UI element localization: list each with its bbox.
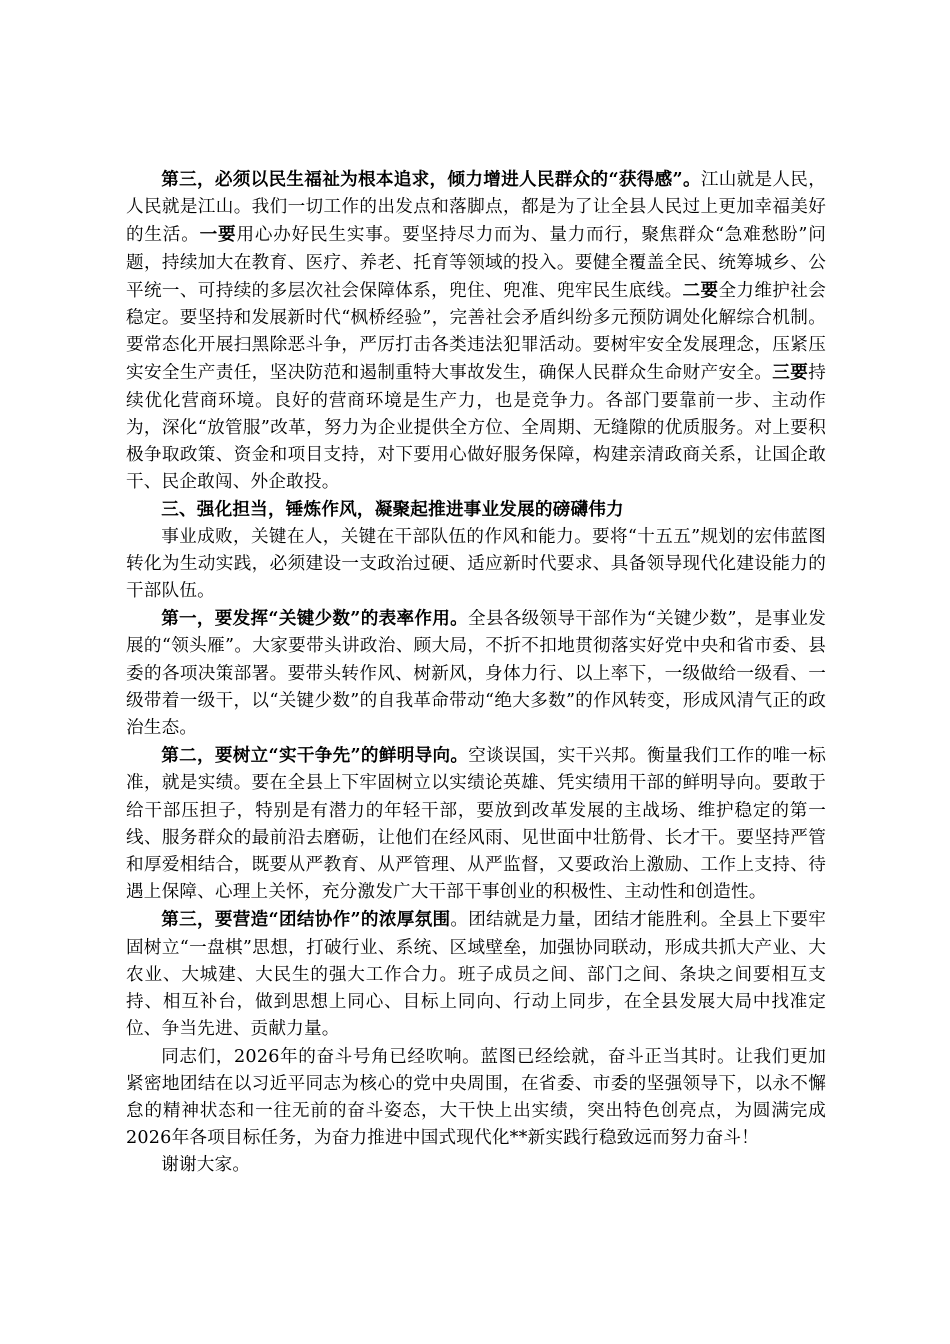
section-heading: 三、强化担当，锤炼作风，凝聚起推进事业发展的磅礴伟力 xyxy=(161,499,624,521)
body-text: 空谈误国，实干兴邦。衡量我们工作的唯一标准，就是实绩。要在全县上下牢固树立以实绩论英雄、凭实绩用干部的鲜明导向。要敢于给干部压担子，特别是有潜力的年轻干部，要放到改革发展的主战场、维护稳定的第一线、服务群众的最前沿去磨砺，让他们在经风雨、见世面中壮筋骨、长才干。要坚持严管和厚爱相结合，既要从严教育、从严管理、从严监督，又要政治上激励、工作上支持、待遇上保障、心理上关怀，充分激发广大干部干事创业的积极性、主动性和创造性。 xyxy=(126,746,826,903)
paragraph-lead: 第三，要营造“团结协作”的浓厚氛围 xyxy=(161,909,451,931)
emphasis-text: 三要 xyxy=(772,362,809,384)
body-text: 同志们，2026年的奋斗号角已经吹响。蓝图已经绘就，奋斗正当其时。让我们更加紧密地团结在以习近平同志为核心的党中央周围，在省委、市委的坚强领导下，以永不懈怠的精神状态和一往无前的奋斗姿态，大干快上出实绩，突出特色创亮点，为圆满完成2026年各项目标任务，为奋力推进中国式现代化**新实践行稳致远而努力奋斗！ xyxy=(126,1046,826,1149)
body-text: 持续优化营商环境。良好的营商环境是生产力，也是竞争力。各部门要靠前一步、主动作为，深化“放管服”改革，努力为企业提供全方位、全周期、无缝隙的优质服务。对上要积极争取政策、资金和项目支持，对下要用心做好服务保障，构建亲清政商关系，让国企敢干、民企敢闯、外企敢投。 xyxy=(126,363,826,493)
document-body xyxy=(126,166,826,1180)
paragraph-lead: 第三，必须以民生福祉为根本追求，倾力增进人民群众的“获得感”。 xyxy=(161,169,701,190)
body-text: 事业成败，关键在人，关键在干部队伍的作风和能力。要将“十五五”规划的宏伟蓝图转化为生动实践，必须建设一支政治过硬、适应新时代要求、具备领导现代化建设能力的干部队伍。 xyxy=(126,526,826,602)
body-text: 用心办好民生实事。要坚持尽力而为、量力而行，聚焦群众“急难愁盼”问题，持续加大在教育、医疗、养老、托育等领域的投入。要健全覆盖全民、统筹城乡、公平统一、可持续的多层次社会保障体系，兜住、兜准、兜牢民生底线。 xyxy=(126,225,826,301)
emphasis-text: 二要 xyxy=(682,279,719,301)
paragraph-lead: 第一，要发挥“关键少数”的表率作用。 xyxy=(161,608,468,630)
body-text: 全县各级领导干部作为“关键少数”，是事业发展的“领头雁”。大家要带头讲政治、顾大局，不折不扣地贯彻落实好党中央和省市委、县委的各项决策部署。要带头转作风、树新风，身体力行、以上率下，一级做给一级看、一级带着一级干，以“关键少数”的自我革命带动“绝大多数”的作风转变，形成风清气正的政治生态。 xyxy=(126,609,826,739)
body-text: 。团结就是力量，团结才能胜利。全县上下要牢固树立“一盘棋”思想，打破行业、系统、区域壁垒，加强协同联动，形成共抓大产业、大农业、大城建、大民生的强大工作合力。班子成员之间、部门之间、条块之间要相互支持、相互补台，做到思想上同心、目标上同向、行动上同步，在全县发展大局中找准定位、争当先进、贡献力量。 xyxy=(126,910,826,1040)
paragraph xyxy=(126,524,826,606)
body-text: 谢谢大家。 xyxy=(161,1155,251,1176)
paragraph xyxy=(126,166,826,496)
paragraph xyxy=(126,605,826,742)
paragraph xyxy=(126,1044,826,1153)
paragraph-lead: 第二，要树立“实干争先”的鲜明导向。 xyxy=(161,745,469,767)
body-text: 全力维护社会稳定。要坚持和发展新时代“枫桥经验”，完善社会矛盾纠纷多元预防调处化解综合机制。要常态化开展扫黑除恶斗争，严厉打击各类违法犯罪活动。要树牢安全发展理念，压紧压实安全生产责任，坚决防范和遏制重特大事故发生，确保人民群众生命财产安全。 xyxy=(126,280,826,384)
paragraph xyxy=(126,742,826,906)
body-text: 江山就是人民，人民就是江山。我们一切工作的出发点和落脚点，都是为了让全县人民过上更加幸福美好的生活。 xyxy=(126,170,826,246)
emphasis-text: 一要 xyxy=(199,224,237,246)
paragraph xyxy=(126,1152,826,1179)
paragraph xyxy=(126,906,826,1043)
